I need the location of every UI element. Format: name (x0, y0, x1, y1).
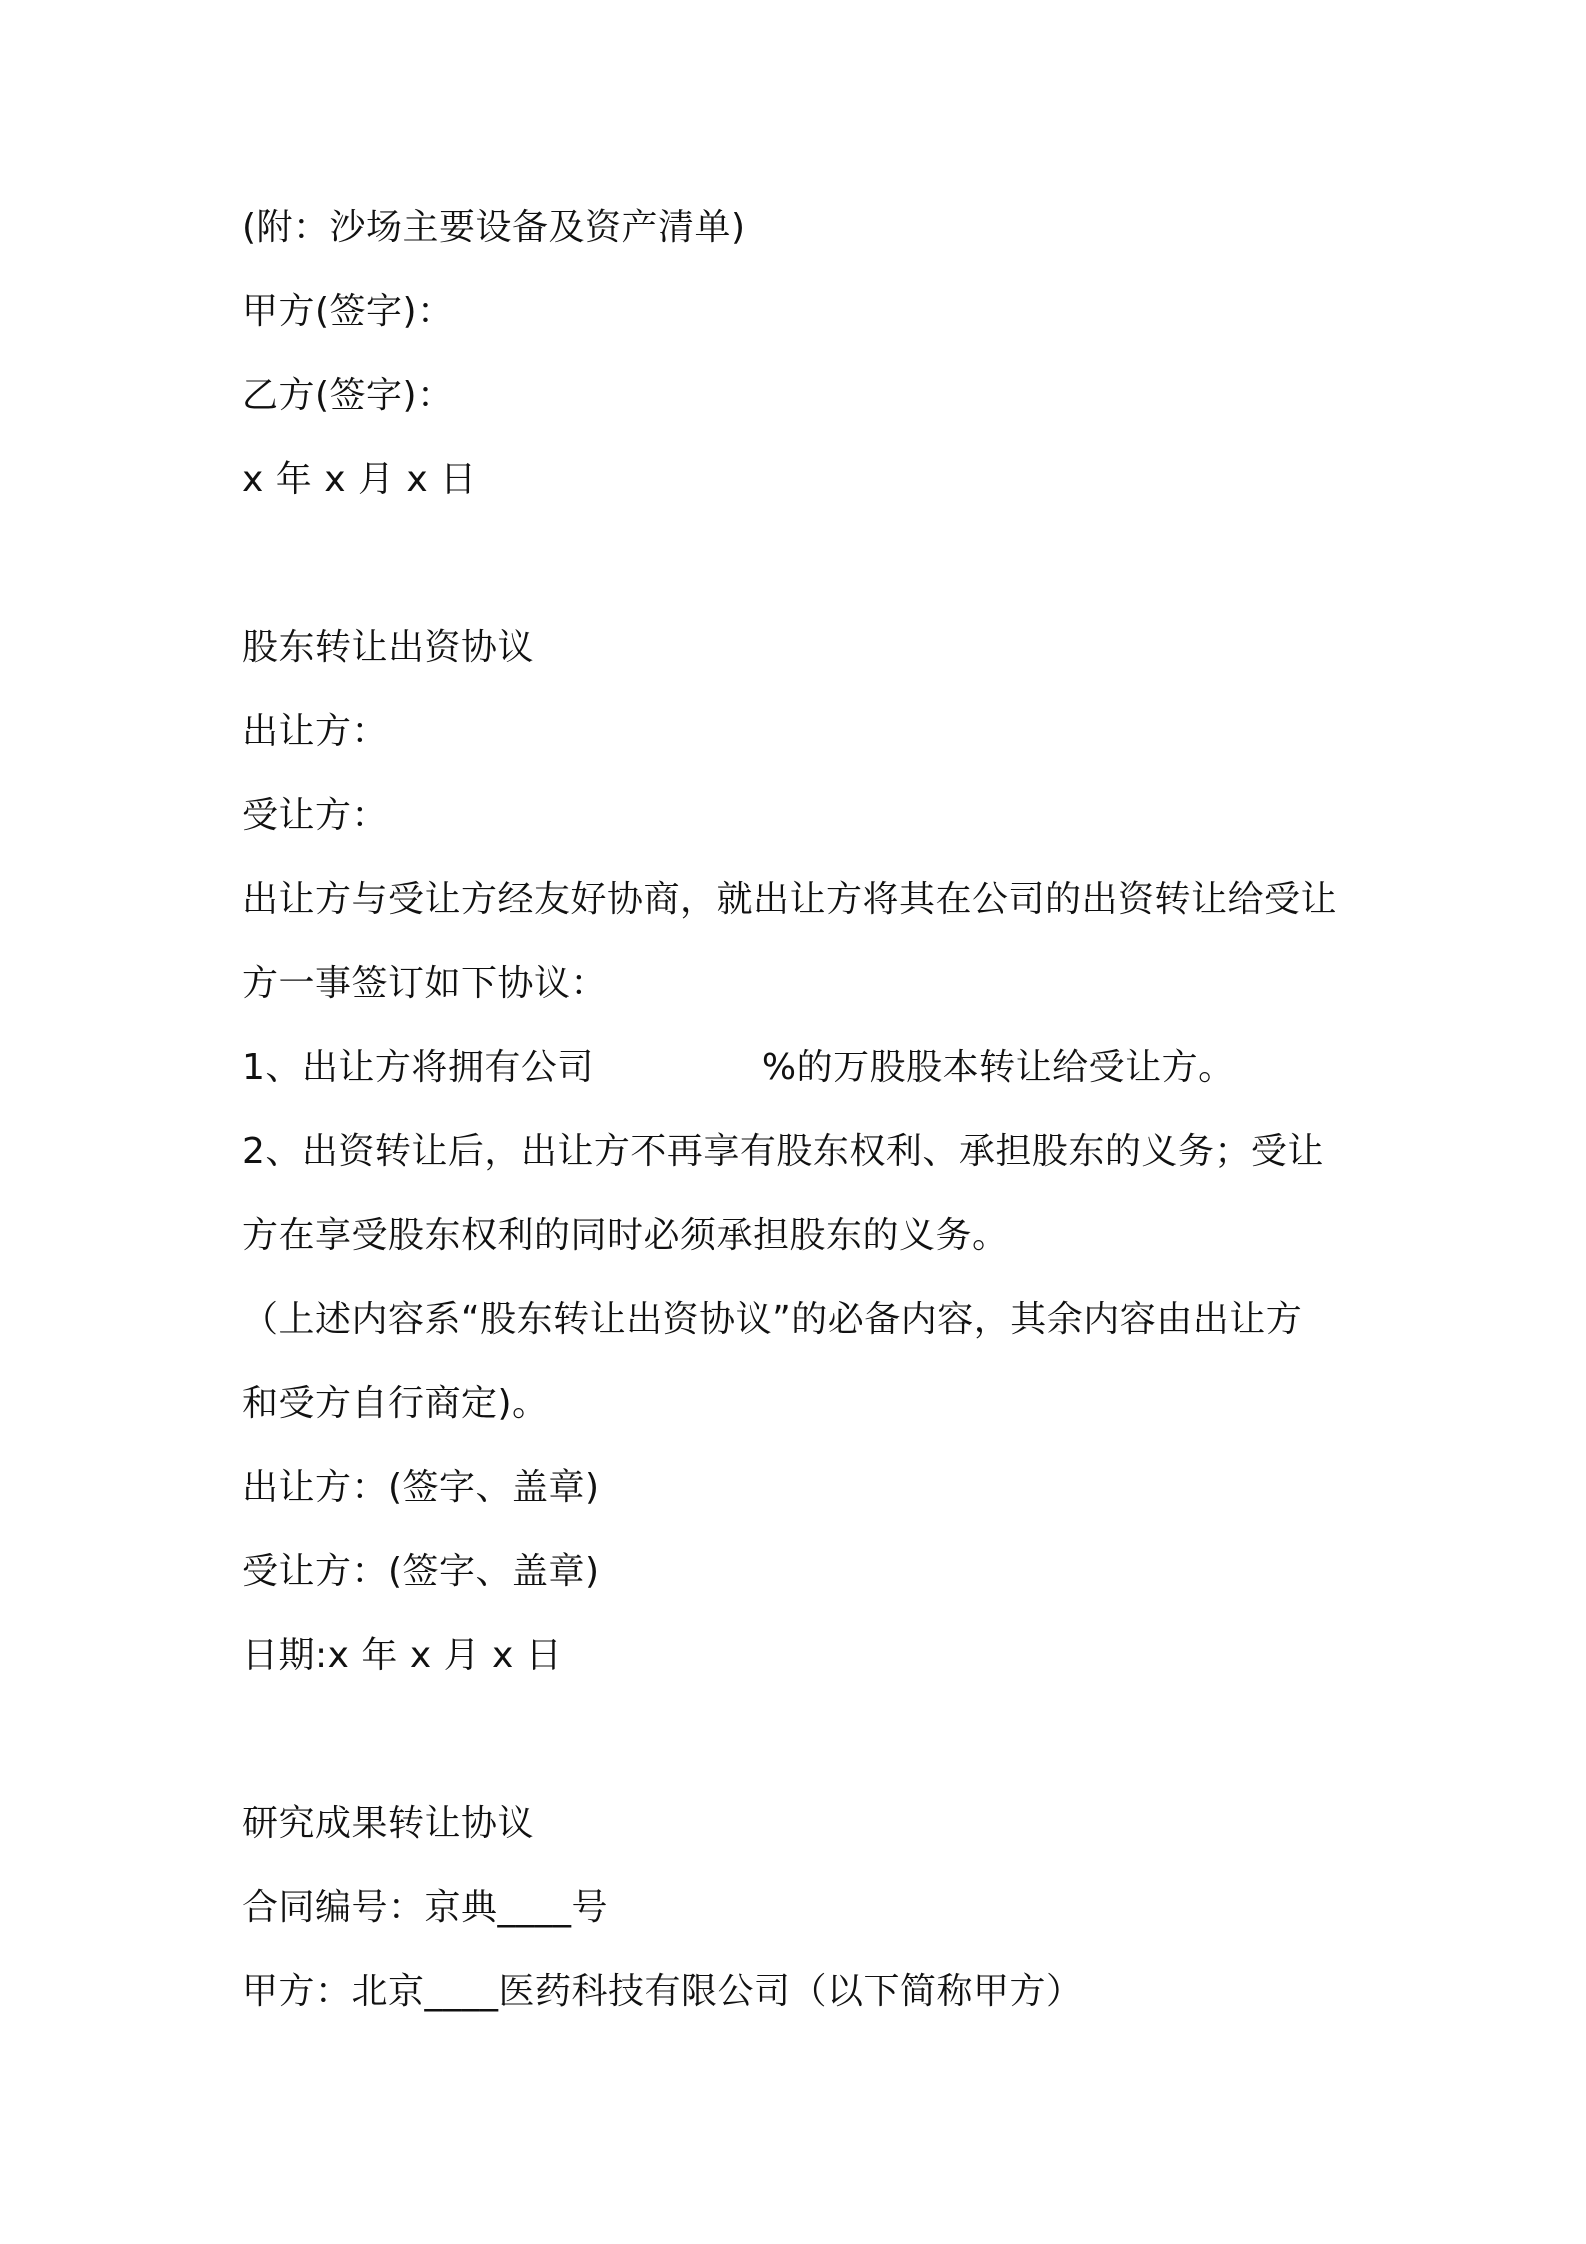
section-title-research-transfer: 研究成果转让协议 (242, 1803, 535, 1844)
transferor-line: 出让方： (242, 711, 389, 752)
transferee-line: 受让方： (242, 795, 389, 836)
contract-number-line: 合同编号：京典____号 (242, 1887, 609, 1928)
party-a-line: 甲方：北京____医药科技有限公司（以下简称甲方） (242, 1971, 1083, 2012)
intro-paragraph-line-1: 出让方与受让方经友好协商，就出让方将其在公司的出资转让给受让 (242, 879, 1338, 920)
note-line-2: 和受方自行商定)。 (242, 1383, 549, 1424)
party-b-signature-line: 乙方(签字)： (242, 375, 454, 416)
clause-1-part-1: 1、出让方将拥有公司 (242, 1047, 594, 1088)
clause-2-line-1: 2、出资转让后，出让方不再享有股东权利、承担股东的义务；受让 (242, 1131, 1324, 1172)
clause-2-line-2: 方在享受股东权利的同时必须承担股东的义务。 (242, 1215, 1009, 1256)
date-line: x 年 x 月 x 日 (242, 459, 477, 500)
transferee-signature-line: 受让方：(签字、盖章) (242, 1551, 600, 1592)
party-a-signature-line: 甲方(签字)： (242, 291, 454, 332)
section-title-shareholder-transfer: 股东转让出资协议 (242, 627, 535, 668)
agreement-date-line: 日期:x 年 x 月 x 日 (242, 1635, 563, 1676)
clause-1 (242, 1046, 1235, 1090)
transferor-signature-line: 出让方：(签字、盖章) (242, 1467, 600, 1508)
intro-paragraph-line-2: 方一事签订如下协议： (242, 963, 608, 1004)
clause-1-part-2: %的万股股本转让给受让方。 (761, 1047, 1235, 1088)
note-line-1: （上述内容系“股东转让出资协议”的必备内容，其余内容由出让方 (242, 1299, 1303, 1340)
attachment-note: (附：沙场主要设备及资产清单) (242, 207, 746, 248)
